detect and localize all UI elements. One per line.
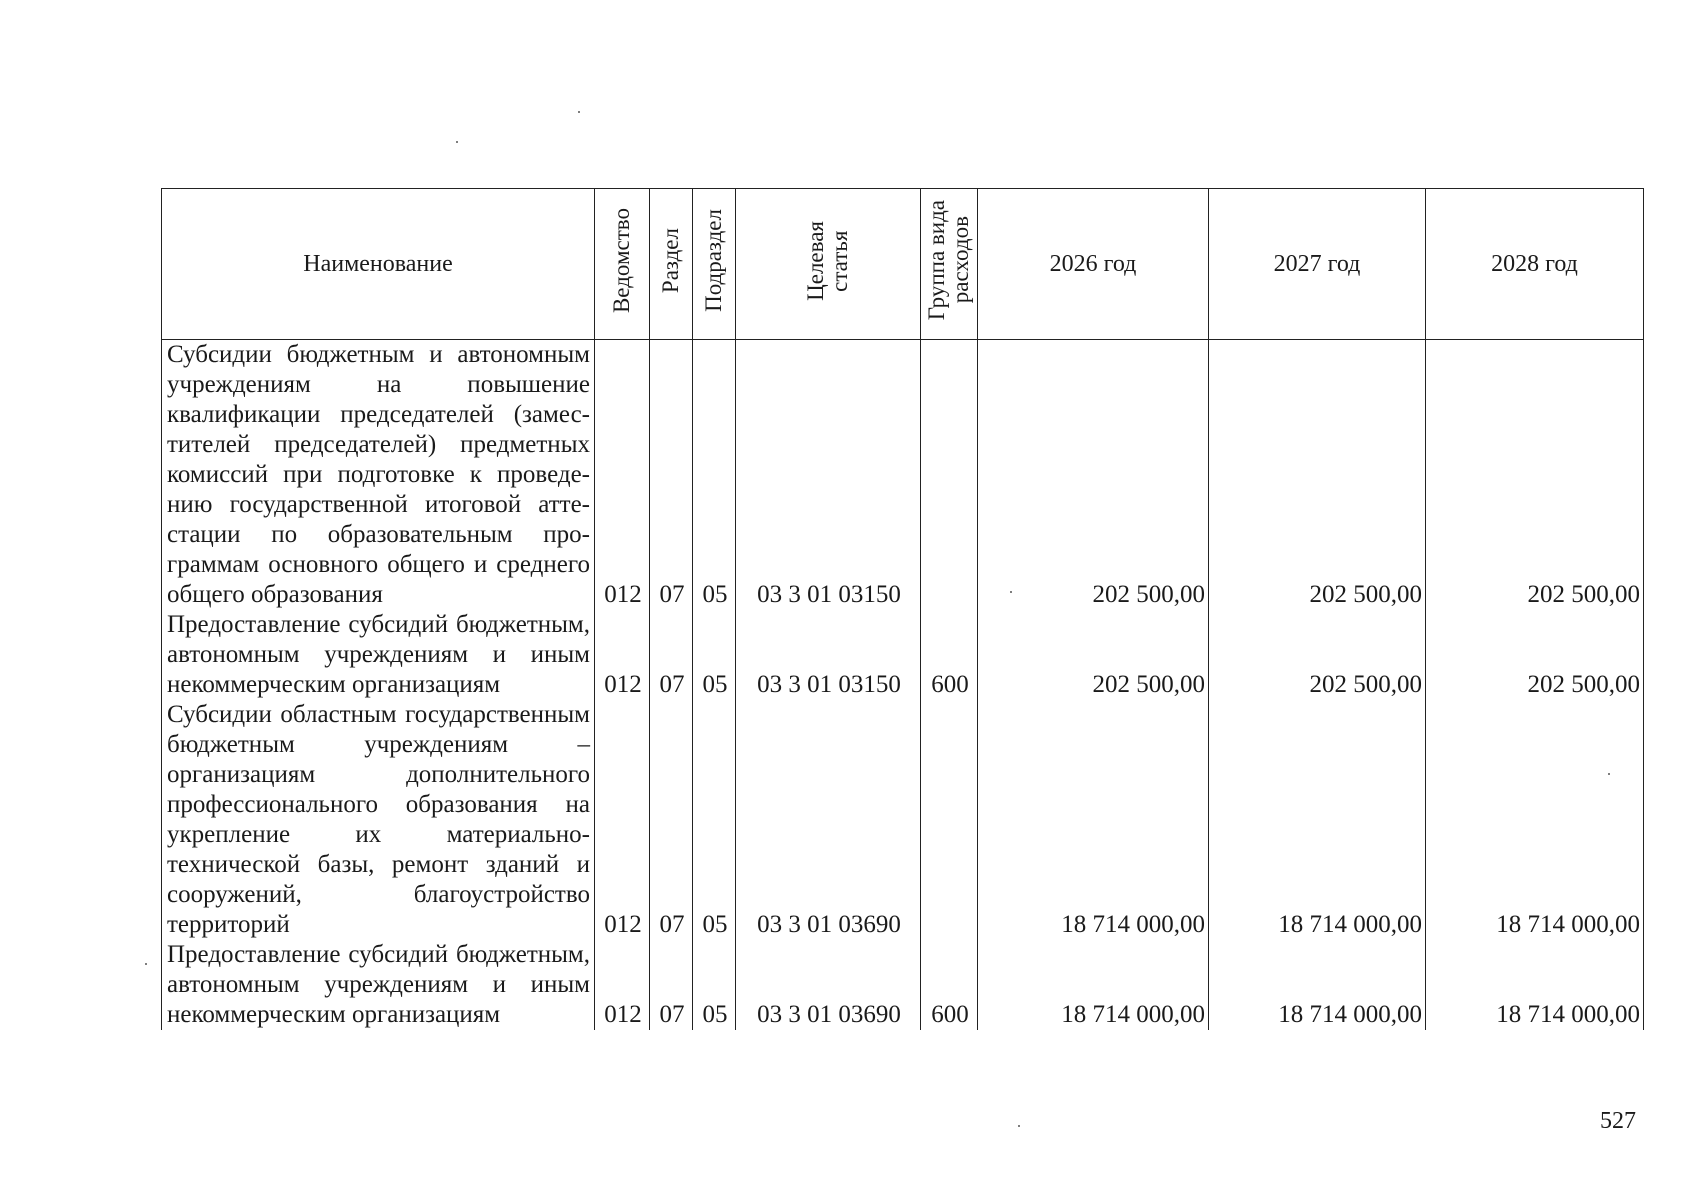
row-2026-cell: 18 714 000,00 — [978, 940, 1209, 1030]
header-target-item: Целевая статья — [736, 189, 921, 340]
table-row — [162, 940, 1644, 1030]
row-subsection-cell: 05 — [693, 700, 736, 940]
row-name-cell: Субсидии областным государственным бюджетным учреждениям – организациям дополнительного профессионального образования на укрепление их материально-технической базы, ремонт зданий и сооружений, благоустройство территорий — [162, 700, 595, 940]
scan-speck — [1010, 591, 1012, 593]
row-expense-group-cell — [921, 340, 978, 611]
budget-table — [161, 188, 1644, 1030]
header-department: Ведомство — [595, 189, 650, 340]
row-2028-cell: 202 500,00 — [1426, 340, 1644, 611]
header-section: Раздел — [650, 189, 693, 340]
table-row — [162, 340, 1644, 611]
row-department-cell: 012 — [595, 610, 650, 700]
header-year-2028: 2028 год — [1426, 189, 1644, 340]
row-target-item-cell: 03 3 01 03150 — [736, 340, 921, 611]
row-expense-group-cell: 600 — [921, 610, 978, 700]
row-2027-cell: 18 714 000,00 — [1209, 940, 1426, 1030]
row-2026-cell: 202 500,00 — [978, 340, 1209, 611]
row-2026-cell: 202 500,00 — [978, 610, 1209, 700]
row-2028-cell: 18 714 000,00 — [1426, 940, 1644, 1030]
row-2027-cell: 18 714 000,00 — [1209, 700, 1426, 940]
row-section-cell: 07 — [650, 940, 693, 1030]
header-year-2027: 2027 год — [1209, 189, 1426, 340]
header-expense-group: Группа вида расходов — [921, 189, 978, 340]
scan-speck — [145, 963, 147, 965]
row-2027-cell: 202 500,00 — [1209, 610, 1426, 700]
header-year-2026: 2026 год — [978, 189, 1209, 340]
header-name: Наименование — [162, 189, 595, 340]
scan-speck — [1608, 773, 1610, 775]
row-subsection-cell: 05 — [693, 940, 736, 1030]
row-expense-group-cell — [921, 700, 978, 940]
row-section-cell: 07 — [650, 700, 693, 940]
row-2026-cell: 18 714 000,00 — [978, 700, 1209, 940]
scan-speck — [456, 141, 458, 143]
row-section-cell: 07 — [650, 610, 693, 700]
header-subsection: Подраздел — [693, 189, 736, 340]
row-2028-cell: 18 714 000,00 — [1426, 700, 1644, 940]
scan-speck — [1018, 1125, 1020, 1127]
row-target-item-cell: 03 3 01 03690 — [736, 940, 921, 1030]
table-row — [162, 610, 1644, 700]
row-2027-cell: 202 500,00 — [1209, 340, 1426, 611]
row-name-cell: Субсидии бюджетным и автономным учреждениям на повышение квалификации председателей (заместителей председателей) предметных комиссий при подготовке к проведению государственной итоговой аттестации по образовательным программам основного общего и среднего общего образования — [162, 340, 595, 611]
row-section-cell: 07 — [650, 340, 693, 611]
row-name-cell: Предоставление субсидий бюджетным, автономным учреждениям и иным некоммерческим организациям — [162, 940, 595, 1030]
row-department-cell: 012 — [595, 940, 650, 1030]
row-name-cell: Предоставление субсидий бюджетным, автономным учреждениям и иным некоммерческим организациям — [162, 610, 595, 700]
row-subsection-cell: 05 — [693, 340, 736, 611]
row-department-cell: 012 — [595, 340, 650, 611]
page-number: 527 — [1600, 1108, 1636, 1134]
budget-table-sheet — [161, 188, 1643, 1088]
table-row — [162, 700, 1644, 940]
row-expense-group-cell: 600 — [921, 940, 978, 1030]
row-2028-cell: 202 500,00 — [1426, 610, 1644, 700]
scan-speck — [578, 111, 580, 113]
table-header-row — [162, 189, 1644, 340]
row-target-item-cell: 03 3 01 03690 — [736, 700, 921, 940]
row-subsection-cell: 05 — [693, 610, 736, 700]
row-target-item-cell: 03 3 01 03150 — [736, 610, 921, 700]
row-department-cell: 012 — [595, 700, 650, 940]
